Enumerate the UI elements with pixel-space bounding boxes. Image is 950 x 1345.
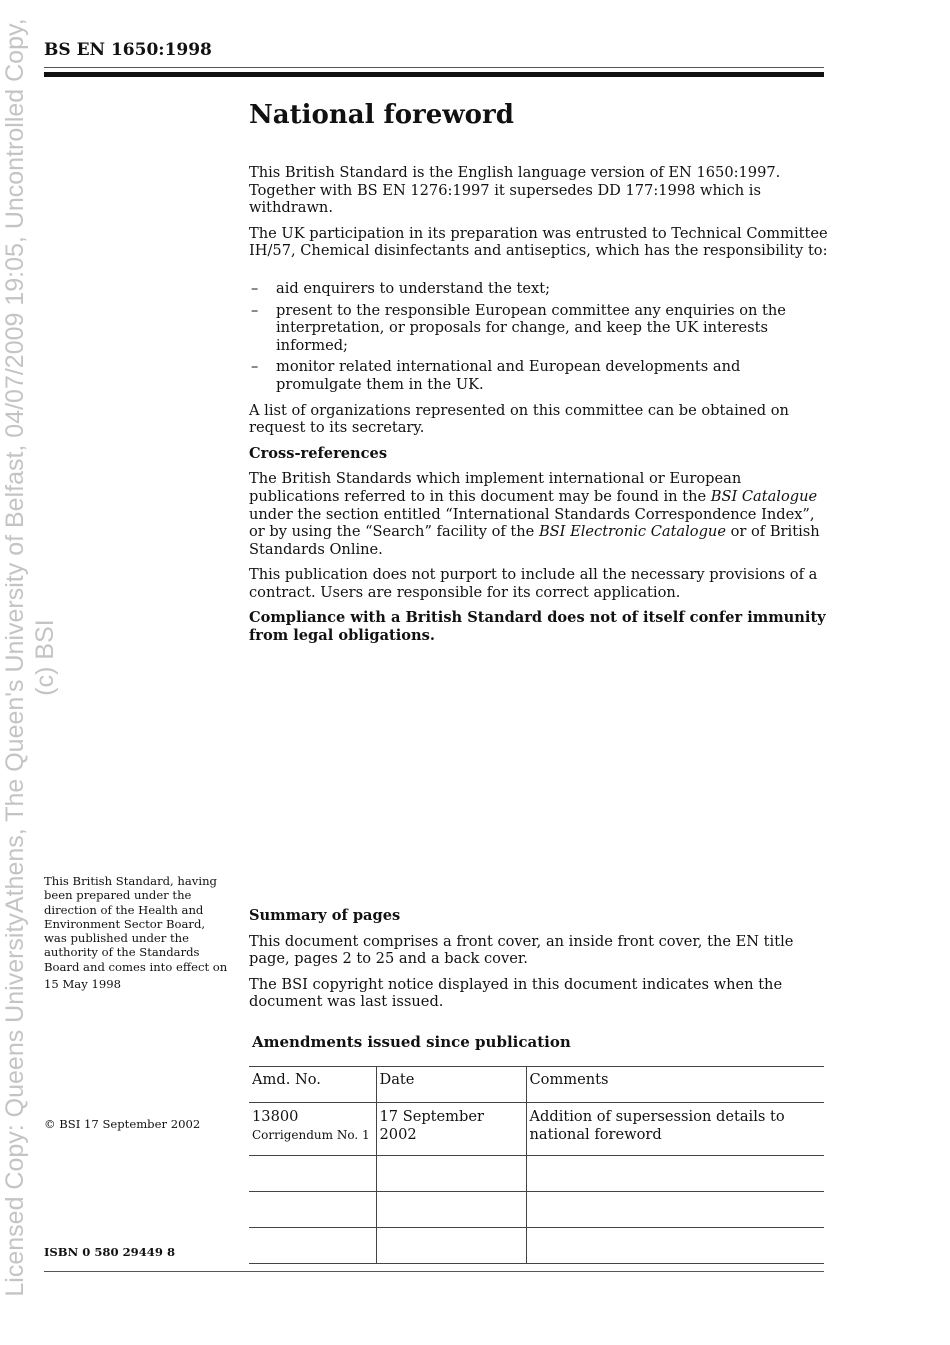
- comments-cell: Addition of supersession details to national foreword: [526, 1103, 824, 1156]
- summary-heading: Summary of pages: [249, 907, 401, 924]
- summary-paragraph-1: This document comprises a front cover, an inside front cover, the EN title page, pages 2 to 25 and a back cover.: [249, 932, 794, 968]
- header-rule-thick: [44, 72, 824, 77]
- page-title: National foreword: [249, 100, 514, 130]
- list-item-text: aid enquirers to understand the text;: [276, 279, 551, 297]
- publication-note: [44, 874, 229, 991]
- column-header-date: Date: [376, 1067, 526, 1103]
- summary-section: [249, 907, 829, 1019]
- isbn: ISBN 0 580 29449 8: [44, 1245, 176, 1259]
- paragraph-supersedes: This British Standard is the English language version of EN 1650:1997. Together with BS EN 1276:1997 it supersedes DD 177:1998 which is withdrawn.: [249, 164, 781, 217]
- summary-paragraph-2: The BSI copyright notice displayed in this document indicates when the document was last issued.: [249, 975, 783, 1011]
- crossref-text-1: The British Standards which implement international or European publications referred to in this document may be found in the: [249, 470, 742, 505]
- copyright-notice: © BSI 17 September 2002: [44, 1117, 201, 1131]
- dash-marker: –: [251, 301, 259, 319]
- table-row: [249, 1103, 824, 1156]
- crossref-text-3: or of British Standards Online.: [249, 523, 820, 558]
- date-cell: 17 September 2002: [376, 1103, 526, 1156]
- watermark-line-1: Licensed Copy: Queens UniversityAthens, The Queen's University of Belfast, 04/07/2009 19:05, Uncontrolled Copy,: [1, 18, 29, 1297]
- crossref-heading: Cross-references: [249, 444, 388, 462]
- document-id: BS EN 1650:1998: [44, 40, 212, 60]
- paragraph-organizations: A list of organizations represented on this committee can be obtained on request to its secretary.: [249, 401, 789, 437]
- amendments-title: Amendments issued since publication: [252, 1033, 571, 1051]
- bsi-electronic-catalogue-italic: BSI Electronic Catalogue: [538, 523, 726, 541]
- footer-rule: [44, 1271, 824, 1272]
- bsi-catalogue-italic: BSI Catalogue: [710, 487, 818, 505]
- crossref-text-2: under the section entitled “International Standards Correspondence Index”, or by using the “Search” facility of the: [249, 505, 815, 541]
- list-item: [249, 358, 829, 393]
- amd-no-cell: [249, 1103, 376, 1156]
- foreword-body: [249, 164, 829, 653]
- column-header-comments: Comments: [526, 1067, 824, 1103]
- table-row-empty: [249, 1192, 824, 1228]
- publication-note-text: This British Standard, having been prepared under the direction of the Health and Environment Sector Board, was published under the authority of the Standards Board and comes into effect on: [44, 874, 228, 974]
- paragraph-committee: The UK participation in its preparation was entrusted to Technical Committee IH/57, Chemical disinfectants and antiseptics, which has the responsibility to:: [249, 224, 828, 260]
- watermark-line-2: (c) BSI: [31, 619, 59, 696]
- table-row-empty: [249, 1156, 824, 1192]
- effective-date: 15 May 1998: [44, 977, 121, 992]
- paragraph-provisions: This publication does not purport to include all the necessary provisions of a contract. Users are responsible for its correct application.: [249, 566, 818, 601]
- amd-note: Corrigendum No. 1: [252, 1128, 370, 1142]
- dash-marker: –: [251, 358, 259, 376]
- table-header-row: [249, 1067, 824, 1103]
- column-header-amd-no: Amd. No.: [249, 1067, 376, 1103]
- amd-no: 13800: [252, 1108, 299, 1125]
- responsibility-list: [249, 280, 829, 394]
- paragraph-crossref: [249, 470, 829, 558]
- table-row-empty: [249, 1228, 824, 1264]
- dash-marker: –: [251, 279, 259, 297]
- list-item-text: monitor related international and European developments and promulgate them in the UK.: [276, 358, 741, 393]
- list-item: [249, 302, 829, 355]
- list-item: [249, 280, 829, 298]
- compliance-statement: Compliance with a British Standard does not of itself confer immunity from legal obligations.: [249, 609, 826, 645]
- amendments-table: [249, 1066, 824, 1264]
- list-item-text: present to the responsible European committee any enquiries on the interpretation, or proposals for change, and keep the UK interests informed;: [276, 301, 786, 354]
- header-rule-thin: [44, 67, 824, 68]
